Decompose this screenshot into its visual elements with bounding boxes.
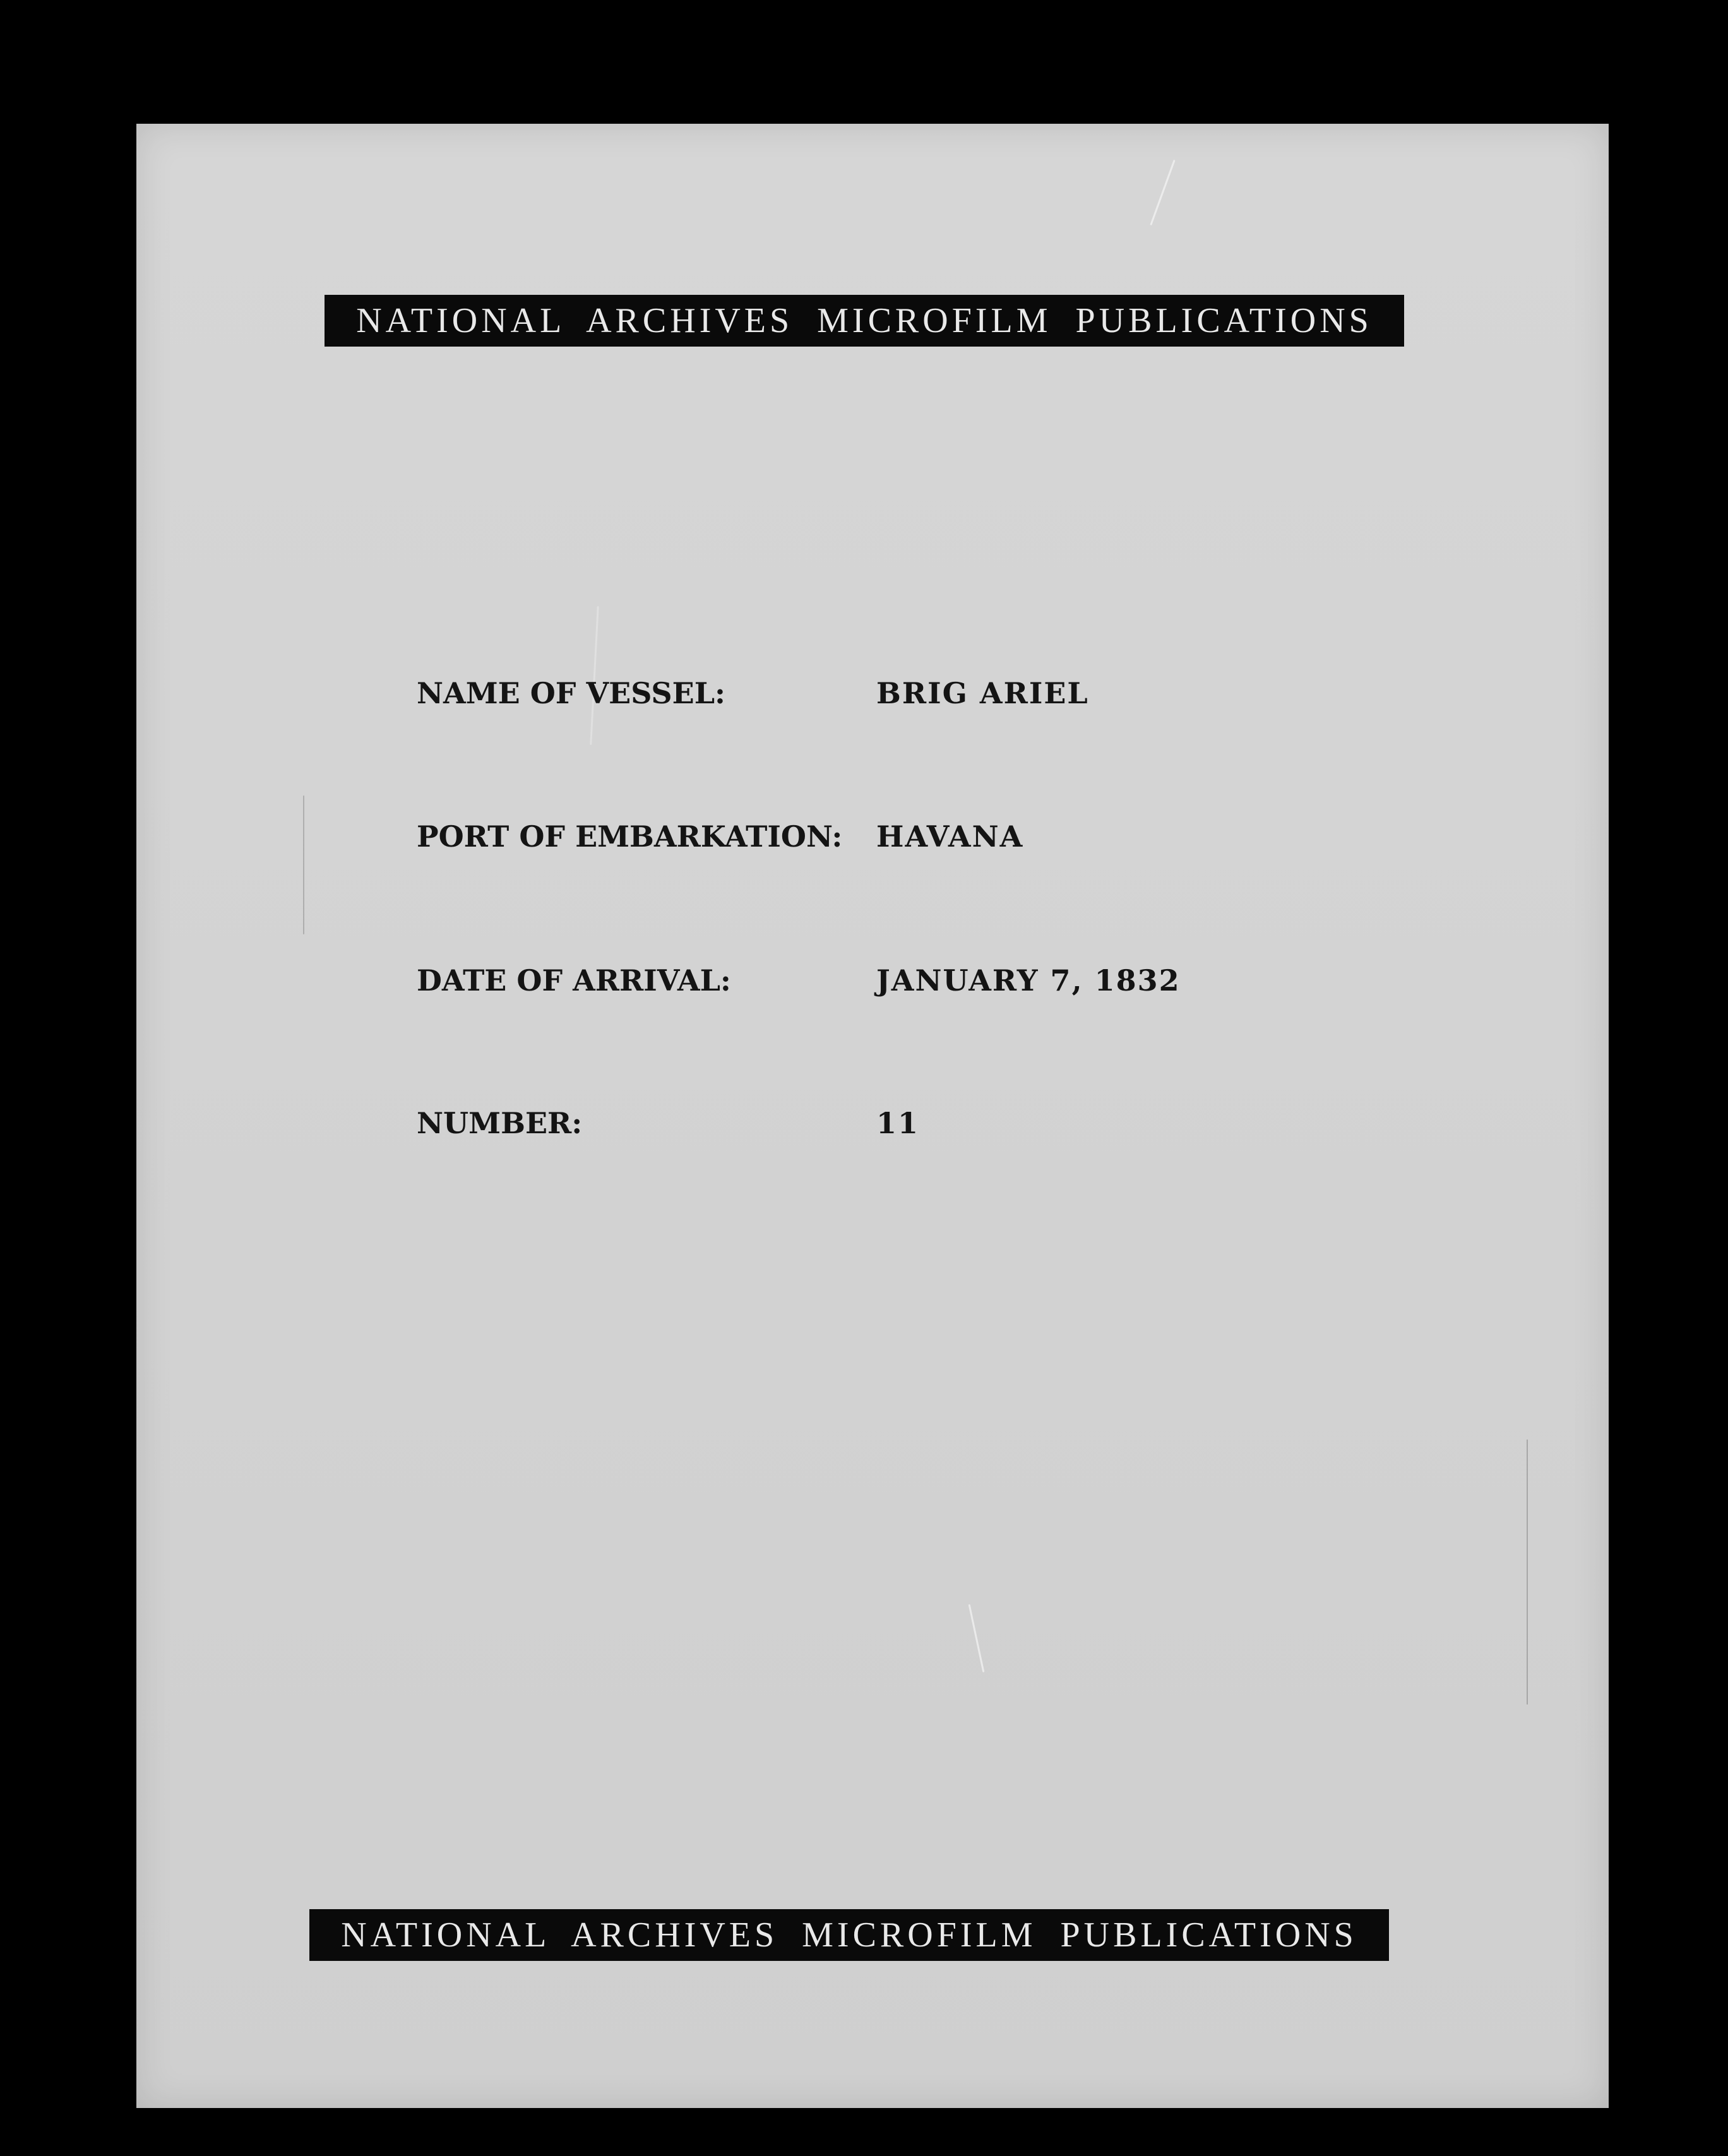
banner-text: NATIONAL ARCHIVES MICROFILM PUBLICATIONS — [341, 1915, 1357, 1955]
number-value: 11 — [876, 1106, 920, 1140]
vessel-name-label: NAME OF VESSEL: — [417, 676, 726, 710]
microfilm-target-card — [136, 124, 1609, 2108]
banner-text: NATIONAL ARCHIVES MICROFILM PUBLICATIONS — [356, 301, 1373, 340]
film-scratch — [1527, 1439, 1528, 1705]
vessel-name-value: BRIG ARIEL — [876, 676, 1089, 710]
date-of-arrival-label: DATE OF ARRIVAL: — [417, 963, 731, 998]
number-label: NUMBER: — [417, 1106, 583, 1140]
archives-banner-bottom — [309, 1909, 1389, 1961]
port-of-embarkation-value: HAVANA — [876, 819, 1024, 854]
archives-banner-top — [325, 295, 1404, 347]
film-scratch — [303, 795, 304, 934]
date-of-arrival-value: JANUARY 7, 1832 — [876, 963, 1181, 998]
port-of-embarkation-label: PORT OF EMBARKATION: — [417, 819, 843, 854]
